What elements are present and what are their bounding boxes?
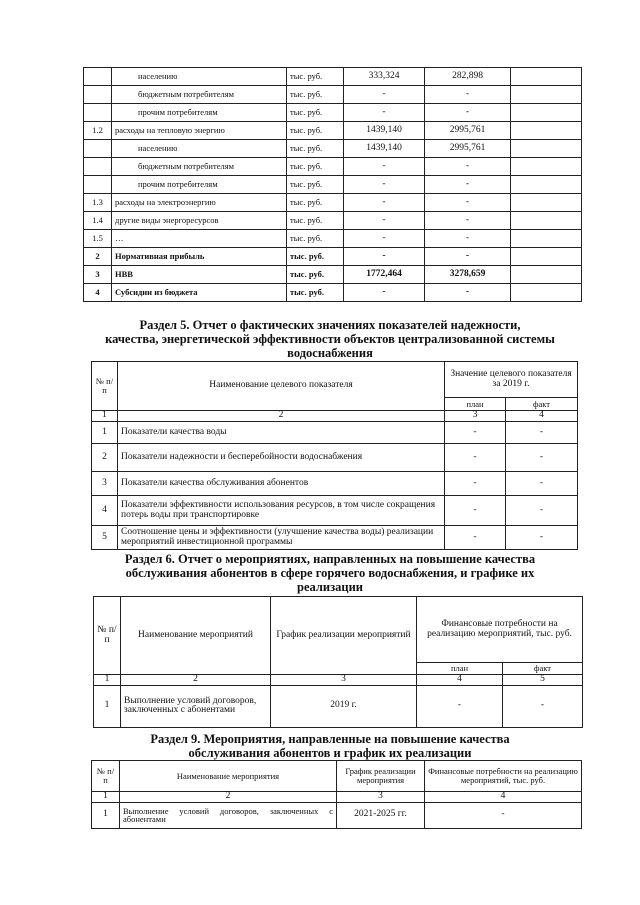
table-row	[84, 266, 582, 284]
cost-table	[83, 67, 582, 302]
row-unit: тыс. руб.	[287, 104, 344, 122]
row-extra	[511, 68, 582, 86]
section6-title	[60, 552, 600, 594]
row-fact: -	[506, 526, 578, 550]
row-extra	[511, 140, 582, 158]
table-row	[92, 802, 582, 828]
row-extra	[511, 122, 582, 140]
col-num-header: № п/п	[92, 362, 118, 411]
col-index: 4	[506, 411, 578, 422]
col-name-header: Наименование мероприятий	[121, 597, 271, 675]
row-name: прочим потребителям	[112, 176, 287, 194]
row-value-2: -	[425, 212, 511, 230]
section9-title-line: Раздел 9. Мероприятия, направленные на повышение качества	[150, 732, 510, 746]
row-extra	[511, 284, 582, 302]
col-index: 4	[417, 675, 503, 686]
row-unit: тыс. руб.	[287, 158, 344, 176]
table-row	[84, 194, 582, 212]
col-finance-header: Финансовые потребности на реализацию мероприятий, тыс. руб.	[425, 761, 582, 792]
row-extra	[511, 104, 582, 122]
row-plan: -	[445, 526, 506, 550]
row-extra	[511, 266, 582, 284]
row-num: 1.4	[84, 212, 112, 230]
cost-table-body	[84, 68, 582, 302]
section6-title-line: обслуживания абонентов в сфере горячего водоснабжения, и графике их	[125, 566, 535, 580]
table-row	[84, 248, 582, 266]
row-num: 2	[84, 248, 112, 266]
row-extra	[511, 248, 582, 266]
row-num: 4	[84, 284, 112, 302]
table-row	[92, 444, 578, 472]
row-name: бюджетным потребителям	[112, 86, 287, 104]
row-num: 5	[92, 526, 118, 550]
row-plan: -	[445, 472, 506, 496]
row-value-2: 2995,761	[425, 122, 511, 140]
col-index: 4	[425, 792, 582, 803]
row-fact: -	[506, 444, 578, 472]
row-fact: -	[506, 422, 578, 444]
col-num-header: № п/п	[94, 597, 121, 675]
row-name: Субсидии из бюджета	[112, 284, 287, 302]
row-value-2: -	[425, 86, 511, 104]
table-row	[92, 526, 578, 550]
row-value-1: -	[344, 284, 425, 302]
row-value-1: 1439,140	[344, 122, 425, 140]
row-value-1: 333,324	[344, 68, 425, 86]
section5-title-line: Раздел 5. Отчет о фактических значениях показателей надежности,	[139, 318, 521, 332]
row-name: бюджетным потребителям	[112, 158, 287, 176]
row-name: Показатели качества воды	[118, 422, 445, 444]
row-name: НВВ	[112, 266, 287, 284]
table-row	[84, 230, 582, 248]
col-finance-header: Финансовые потребности на реализацию мероприятий, тыс. руб.	[417, 597, 583, 663]
row-value-2: -	[425, 194, 511, 212]
section5-title-line: водоснабжения	[287, 346, 373, 360]
row-num: 1	[92, 422, 118, 444]
row-name: населению	[112, 140, 287, 158]
row-value-2: -	[425, 284, 511, 302]
col-index: 2	[120, 792, 337, 803]
row-value-1: -	[344, 212, 425, 230]
table-row	[92, 472, 578, 496]
row-num: 3	[92, 472, 118, 496]
section5-body	[92, 422, 578, 550]
row-value-2: -	[425, 158, 511, 176]
col-index: 1	[94, 675, 121, 686]
row-name: населению	[112, 68, 287, 86]
row-value-2: -	[425, 176, 511, 194]
row-value-1: -	[344, 104, 425, 122]
row-name: расходы на электроэнергию	[112, 194, 287, 212]
col-index: 3	[271, 675, 417, 686]
section5-table	[91, 361, 578, 550]
col-name-header: Наименование целевого показателя	[118, 362, 445, 411]
row-num	[84, 68, 112, 86]
row-unit: тыс. руб.	[287, 266, 344, 284]
table-row	[84, 176, 582, 194]
table-row	[84, 158, 582, 176]
col-name-header: Наименование мероприятия	[120, 761, 337, 792]
row-unit: тыс. руб.	[287, 140, 344, 158]
row-num	[84, 158, 112, 176]
row-fact: -	[506, 496, 578, 526]
row-unit: тыс. руб.	[287, 284, 344, 302]
col-value-header: Значение целевого показателя за 2019 г.	[445, 362, 578, 398]
col-plan-header: план	[417, 663, 503, 675]
row-num: 1.2	[84, 122, 112, 140]
table-row	[92, 422, 578, 444]
row-num: 1	[92, 802, 120, 828]
row-value-1: -	[344, 176, 425, 194]
row-unit: тыс. руб.	[287, 68, 344, 86]
row-name: прочим потребителям	[112, 104, 287, 122]
row-value-1: 1772,464	[344, 266, 425, 284]
table-row	[84, 212, 582, 230]
row-value-1: -	[344, 248, 425, 266]
row-extra	[511, 194, 582, 212]
col-index: 2	[118, 411, 445, 422]
row-finance: -	[425, 802, 582, 828]
row-name: Показатели эффективности использования ресурсов, в том числе сокращения потерь воды при транспортировке	[118, 496, 445, 526]
row-num	[84, 176, 112, 194]
row-name: другие виды энергоресурсов	[112, 212, 287, 230]
row-num: 4	[92, 496, 118, 526]
row-value-1: 1439,140	[344, 140, 425, 158]
col-index: 5	[503, 675, 583, 686]
row-num	[84, 140, 112, 158]
section5-title-line: качества, энергетической эффективности объектов централизованной системы	[105, 332, 555, 346]
table-row	[92, 496, 578, 526]
row-extra	[511, 230, 582, 248]
row-name: расходы на тепловую энергию	[112, 122, 287, 140]
section6-table	[93, 596, 583, 728]
row-value-1: -	[344, 158, 425, 176]
row-name: Показатели качества обслуживания абонентов	[118, 472, 445, 496]
row-name: Нормативная прибыль	[112, 248, 287, 266]
row-value-1: -	[344, 230, 425, 248]
section6-title-line: Раздел 6. Отчет о мероприятиях, направленных на повышение качества	[124, 552, 536, 566]
row-unit: тыс. руб.	[287, 122, 344, 140]
row-extra	[511, 86, 582, 104]
row-name: …	[112, 230, 287, 248]
row-unit: тыс. руб.	[287, 230, 344, 248]
col-schedule-header: График реализации мероприятия	[337, 761, 425, 792]
row-name: Показатели надежности и бесперебойности водоснабжения	[118, 444, 445, 472]
row-unit: тыс. руб.	[287, 194, 344, 212]
table-row	[84, 104, 582, 122]
row-unit: тыс. руб.	[287, 248, 344, 266]
row-plan: -	[417, 685, 503, 727]
table-row	[84, 284, 582, 302]
row-extra	[511, 176, 582, 194]
col-index: 3	[337, 792, 425, 803]
row-unit: тыс. руб.	[287, 86, 344, 104]
row-name: Соотношение цены и эффективности (улучшение качества воды) реализации мероприятий инвестиционной программы	[118, 526, 445, 550]
row-num	[84, 104, 112, 122]
row-value-1: -	[344, 86, 425, 104]
col-index: 2	[121, 675, 271, 686]
section9-table	[91, 760, 582, 829]
row-num: 1.5	[84, 230, 112, 248]
row-plan: -	[445, 444, 506, 472]
row-name: Выполнение условий договоров, заключенных с абонентами	[120, 802, 337, 828]
row-fact: -	[503, 685, 583, 727]
row-num	[84, 86, 112, 104]
col-fact-header: факт	[506, 398, 578, 411]
col-num-header: № п/п	[92, 761, 120, 792]
row-plan: -	[445, 422, 506, 444]
row-plan: -	[445, 496, 506, 526]
row-value-2: 3278,659	[425, 266, 511, 284]
row-value-2: 282,898	[425, 68, 511, 86]
col-index: 1	[92, 792, 120, 803]
row-num: 3	[84, 266, 112, 284]
row-schedule: 2019 г.	[271, 685, 417, 727]
row-fact: -	[506, 472, 578, 496]
section9-title	[60, 732, 600, 760]
table-row	[84, 68, 582, 86]
col-index: 1	[92, 411, 118, 422]
col-index: 3	[445, 411, 506, 422]
row-num: 1	[94, 685, 121, 727]
row-num: 2	[92, 444, 118, 472]
row-unit: тыс. руб.	[287, 212, 344, 230]
row-value-2: -	[425, 104, 511, 122]
col-fact-header: факт	[503, 663, 583, 675]
row-value-2: -	[425, 248, 511, 266]
table-row	[94, 685, 583, 727]
table-row	[84, 122, 582, 140]
row-schedule: 2021-2025 гг.	[337, 802, 425, 828]
section6-title-line: реализации	[297, 580, 363, 594]
row-value-1: -	[344, 194, 425, 212]
row-unit: тыс. руб.	[287, 176, 344, 194]
table-row	[84, 86, 582, 104]
row-value-2: 2995,761	[425, 140, 511, 158]
col-schedule-header: График реализации мероприятий	[271, 597, 417, 675]
section9-title-line: обслуживания абонентов и график их реализации	[188, 746, 472, 760]
col-plan-header: план	[445, 398, 506, 411]
row-name: Выполнение условий договоров, заключенных с абонентами	[121, 685, 271, 727]
row-num: 1.3	[84, 194, 112, 212]
row-extra	[511, 212, 582, 230]
table-row	[84, 140, 582, 158]
section5-title	[60, 318, 600, 360]
row-value-2: -	[425, 230, 511, 248]
row-extra	[511, 158, 582, 176]
